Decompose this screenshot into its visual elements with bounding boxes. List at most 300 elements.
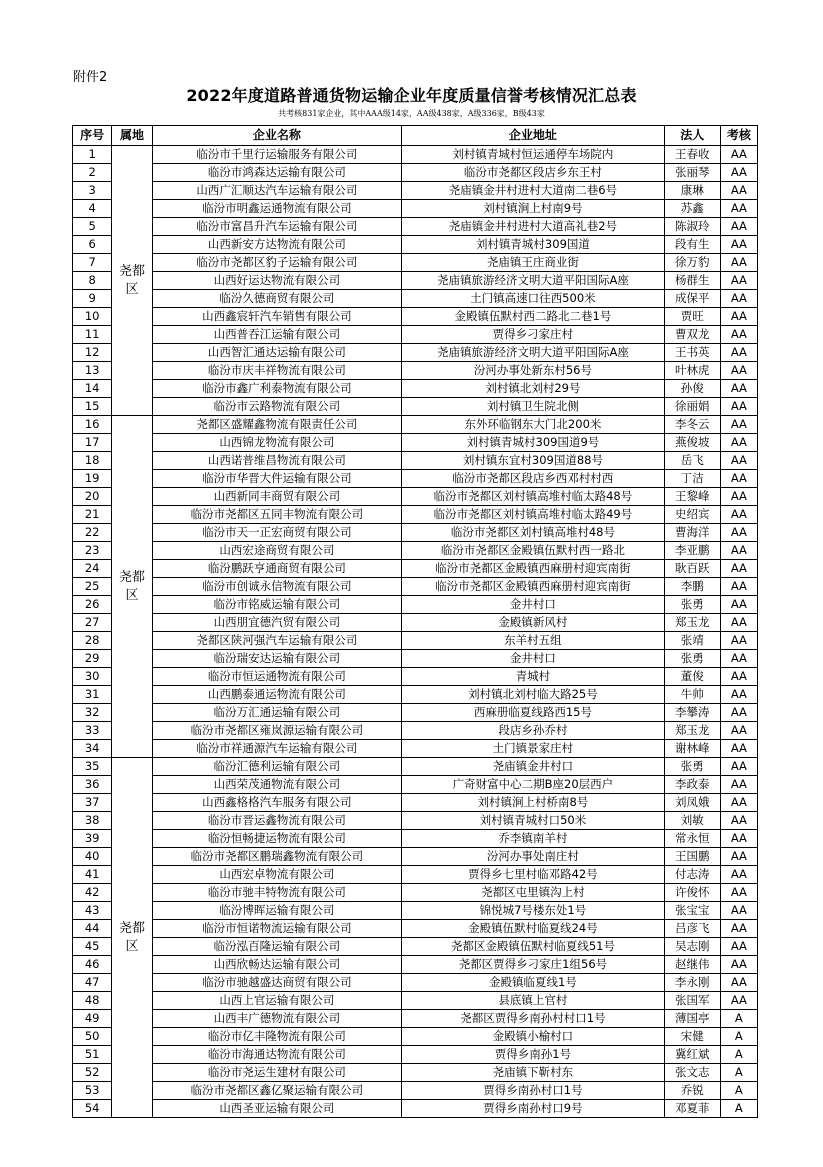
cell-person: 董俊 <box>664 668 720 686</box>
table-row <box>73 326 758 344</box>
cell-address: 金殿镇伍默村临夏线24号 <box>402 920 665 938</box>
cell-grade: A <box>720 1028 757 1046</box>
cell-company: 临汾市亿丰隆物流有限公司 <box>152 1028 401 1046</box>
cell-address: 尧都区贾得乡南孙村村口1号 <box>402 1010 665 1028</box>
table-row <box>73 146 758 164</box>
cell-no: 2 <box>73 164 112 182</box>
table-row <box>73 560 758 578</box>
cell-person: 丁洁 <box>664 470 720 488</box>
cell-person: 刘凤娥 <box>664 794 720 812</box>
cell-grade: AA <box>720 704 757 722</box>
cell-person: 孙俊 <box>664 380 720 398</box>
table-row <box>73 290 758 308</box>
cell-address: 刘村镇青城村309国道9号 <box>402 434 665 452</box>
cell-no: 43 <box>73 902 112 920</box>
cell-grade: AA <box>720 956 757 974</box>
cell-person: 王国鹏 <box>664 848 720 866</box>
cell-person: 李攀涛 <box>664 704 720 722</box>
cell-address: 汾河办事处新东村56号 <box>402 362 665 380</box>
cell-company: 山西好运达物流有限公司 <box>152 272 401 290</box>
cell-no: 48 <box>73 992 112 1010</box>
table-body <box>73 146 758 1118</box>
table-row <box>73 632 758 650</box>
table-row <box>73 164 758 182</box>
cell-company: 临汾市尧都区五同丰物流有限公司 <box>152 506 401 524</box>
cell-company: 山西智汇通达运输有限公司 <box>152 344 401 362</box>
cell-grade: A <box>720 1046 757 1064</box>
cell-grade: AA <box>720 272 757 290</box>
cell-company: 临汾鹏跃亨通商贸有限公司 <box>152 560 401 578</box>
table-row <box>73 416 758 434</box>
table-row <box>73 956 758 974</box>
table-row <box>73 686 758 704</box>
table-row <box>73 830 758 848</box>
cell-address: 刘村镇涧上村桥南8号 <box>402 794 665 812</box>
cell-grade: AA <box>720 776 757 794</box>
cell-no: 51 <box>73 1046 112 1064</box>
cell-person: 宋健 <box>664 1028 720 1046</box>
table-row <box>73 182 758 200</box>
cell-grade: AA <box>720 668 757 686</box>
cell-address: 尧庙镇旅游经济文明大道平阳国际A座 <box>402 344 665 362</box>
cell-grade: AA <box>720 488 757 506</box>
cell-address: 青城村 <box>402 668 665 686</box>
cell-person: 张勇 <box>664 758 720 776</box>
cell-address: 刘村镇青城村口50米 <box>402 812 665 830</box>
cell-person: 张丽琴 <box>664 164 720 182</box>
cell-address: 刘村镇青城村恒运通停车场院内 <box>402 146 665 164</box>
cell-no: 9 <box>73 290 112 308</box>
table-row <box>73 704 758 722</box>
cell-grade: AA <box>720 866 757 884</box>
cell-grade: AA <box>720 812 757 830</box>
cell-grade: AA <box>720 506 757 524</box>
cell-grade: A <box>720 1010 757 1028</box>
cell-no: 49 <box>73 1010 112 1028</box>
cell-grade: AA <box>720 416 757 434</box>
table-row <box>73 254 758 272</box>
cell-address: 尧都区屯里镇沟上村 <box>402 884 665 902</box>
cell-no: 11 <box>73 326 112 344</box>
table-row <box>73 866 758 884</box>
cell-company: 临汾汇德利运输有限公司 <box>152 758 401 776</box>
cell-address: 临汾市尧都区刘村镇高堆村48号 <box>402 524 665 542</box>
table-row <box>73 1100 758 1118</box>
table-row <box>73 344 758 362</box>
cell-no: 42 <box>73 884 112 902</box>
cell-grade: AA <box>720 758 757 776</box>
cell-company: 临汾泓百隆运输有限公司 <box>152 938 401 956</box>
table-row <box>73 506 758 524</box>
cell-company: 临汾市尧都区豹子运输有限公司 <box>152 254 401 272</box>
cell-no: 5 <box>73 218 112 236</box>
cell-grade: AA <box>720 614 757 632</box>
cell-address: 段店乡孙乔村 <box>402 722 665 740</box>
cell-company: 临汾市恒运通物流有限公司 <box>152 668 401 686</box>
cell-grade: AA <box>720 470 757 488</box>
cell-company: 临汾市尧运生建材有限公司 <box>152 1064 401 1082</box>
cell-company: 临汾恒畅捷运物流有限公司 <box>152 830 401 848</box>
cell-address: 贾得乡七里村临邓路42号 <box>402 866 665 884</box>
cell-grade: AA <box>720 164 757 182</box>
cell-company: 尧都区盛耀鑫物流有限责任公司 <box>152 416 401 434</box>
cell-company: 临汾市晋运鑫物流有限公司 <box>152 812 401 830</box>
cell-no: 6 <box>73 236 112 254</box>
cell-no: 10 <box>73 308 112 326</box>
cell-address: 金殿镇小榆村口 <box>402 1028 665 1046</box>
cell-no: 1 <box>73 146 112 164</box>
cell-no: 15 <box>73 398 112 416</box>
cell-no: 20 <box>73 488 112 506</box>
cell-person: 王书英 <box>664 344 720 362</box>
cell-person: 段有生 <box>664 236 720 254</box>
table-row <box>73 884 758 902</box>
cell-region <box>112 146 152 416</box>
cell-no: 13 <box>73 362 112 380</box>
cell-company: 临汾博晖运输有限公司 <box>152 902 401 920</box>
cell-person: 张国军 <box>664 992 720 1010</box>
cell-no: 50 <box>73 1028 112 1046</box>
cell-no: 33 <box>73 722 112 740</box>
table-row <box>73 974 758 992</box>
cell-address: 临汾市尧都区段店乡东王村 <box>402 164 665 182</box>
cell-grade: A <box>720 1064 757 1082</box>
cell-grade: AA <box>720 632 757 650</box>
cell-company: 临汾万汇通运输有限公司 <box>152 704 401 722</box>
cell-grade: AA <box>720 218 757 236</box>
cell-no: 23 <box>73 542 112 560</box>
cell-company: 临汾市富昌升汽车运输有限公司 <box>152 218 401 236</box>
cell-person: 赵继伟 <box>664 956 720 974</box>
cell-person: 郑玉龙 <box>664 722 720 740</box>
table-row <box>73 218 758 236</box>
cell-person: 吴志刚 <box>664 938 720 956</box>
region-label: 尧都区 <box>118 920 145 954</box>
cell-company: 临汾市庆丰祥物流有限公司 <box>152 362 401 380</box>
cell-no: 14 <box>73 380 112 398</box>
cell-address: 贾得乡南孙村口9号 <box>402 1100 665 1118</box>
cell-no: 32 <box>73 704 112 722</box>
table-row <box>73 452 758 470</box>
cell-address: 尧都区金殿镇伍默村临夏线51号 <box>402 938 665 956</box>
cell-company: 临汾市祥通源汽车运输有限公司 <box>152 740 401 758</box>
page-subtitle: 共考核831家企业，其中AAA级14家，AA级438家，A级336家，B级43家 <box>278 109 545 118</box>
table-row <box>73 758 758 776</box>
cell-no: 44 <box>73 920 112 938</box>
table-row <box>73 524 758 542</box>
cell-person: 吕彦飞 <box>664 920 720 938</box>
cell-no: 8 <box>73 272 112 290</box>
cell-person: 薄国亭 <box>664 1010 720 1028</box>
region-label: 尧都区 <box>118 263 145 297</box>
cell-grade: AA <box>720 902 757 920</box>
table-row <box>73 920 758 938</box>
cell-address: 广奇财富中心二期B座20层西户 <box>402 776 665 794</box>
cell-no: 38 <box>73 812 112 830</box>
cell-address: 临汾市尧都区金殿镇西麻册村迎宾南街 <box>402 560 665 578</box>
table-row <box>73 236 758 254</box>
cell-address: 贾得乡南孙村口1号 <box>402 1082 665 1100</box>
cell-person: 张靖 <box>664 632 720 650</box>
cell-company: 临汾市明鑫运通物流有限公司 <box>152 200 401 218</box>
cell-no: 12 <box>73 344 112 362</box>
table-row <box>73 740 758 758</box>
cell-no: 45 <box>73 938 112 956</box>
cell-grade: AA <box>720 308 757 326</box>
cell-address: 尧庙镇金井村进村大道高礼巷2号 <box>402 218 665 236</box>
cell-grade: AA <box>720 938 757 956</box>
table-row <box>73 200 758 218</box>
cell-person: 张宝宝 <box>664 902 720 920</box>
cell-person: 张勇 <box>664 596 720 614</box>
cell-person: 贾旺 <box>664 308 720 326</box>
cell-company: 临汾市创诚永信物流有限公司 <box>152 578 401 596</box>
cell-grade: AA <box>720 794 757 812</box>
cell-address: 锦悦城7号楼东处1号 <box>402 902 665 920</box>
cell-grade: AA <box>720 920 757 938</box>
cell-grade: AA <box>720 830 757 848</box>
cell-no: 3 <box>73 182 112 200</box>
header-company: 企业名称 <box>152 126 401 146</box>
table-row <box>73 812 758 830</box>
cell-person: 李政泰 <box>664 776 720 794</box>
cell-address: 刘村镇卫生院北侧 <box>402 398 665 416</box>
table-row <box>73 398 758 416</box>
cell-grade: AA <box>720 146 757 164</box>
cell-address: 土门镇景家庄村 <box>402 740 665 758</box>
cell-company: 临汾市千里行运输服务有限公司 <box>152 146 401 164</box>
cell-no: 7 <box>73 254 112 272</box>
cell-company: 临汾市尧都区鑫亿聚运输有限公司 <box>152 1082 401 1100</box>
cell-person: 史绍宾 <box>664 506 720 524</box>
header-no: 序号 <box>73 126 112 146</box>
cell-grade: AA <box>720 740 757 758</box>
cell-no: 22 <box>73 524 112 542</box>
cell-no: 27 <box>73 614 112 632</box>
cell-person: 燕俊坡 <box>664 434 720 452</box>
table-row <box>73 794 758 812</box>
cell-person: 杨群生 <box>664 272 720 290</box>
cell-no: 28 <box>73 632 112 650</box>
cell-no: 34 <box>73 740 112 758</box>
cell-company: 临汾市鸿森达运输有限公司 <box>152 164 401 182</box>
cell-no: 47 <box>73 974 112 992</box>
cell-person: 牛帅 <box>664 686 720 704</box>
cell-company: 山西新安方达物流有限公司 <box>152 236 401 254</box>
cell-person: 谢林峰 <box>664 740 720 758</box>
cell-no: 17 <box>73 434 112 452</box>
header-address: 企业地址 <box>402 126 665 146</box>
cell-grade: AA <box>720 560 757 578</box>
cell-person: 刘敏 <box>664 812 720 830</box>
cell-grade: AA <box>720 686 757 704</box>
table-row <box>73 542 758 560</box>
cell-company: 临汾市尧都区鹏瑞鑫物流有限公司 <box>152 848 401 866</box>
cell-company: 临汾市恒诺物流运输有限公司 <box>152 920 401 938</box>
cell-person: 苏鑫 <box>664 200 720 218</box>
cell-address: 刘村镇青城村309国道 <box>402 236 665 254</box>
cell-grade: AA <box>720 722 757 740</box>
cell-company: 临汾市尧都区雍岚源运输有限公司 <box>152 722 401 740</box>
cell-address: 乔李镇南羊村 <box>402 830 665 848</box>
cell-person: 冀红斌 <box>664 1046 720 1064</box>
cell-grade: AA <box>720 398 757 416</box>
cell-address: 尧庙镇金井村进村大道南二巷6号 <box>402 182 665 200</box>
cell-grade: AA <box>720 200 757 218</box>
table-row <box>73 902 758 920</box>
cell-grade: AA <box>720 974 757 992</box>
cell-company: 山西宏卓物流有限公司 <box>152 866 401 884</box>
cell-grade: AA <box>720 362 757 380</box>
cell-grade: AA <box>720 452 757 470</box>
table-row <box>73 578 758 596</box>
cell-address: 尧庙镇金井村口 <box>402 758 665 776</box>
table-row <box>73 992 758 1010</box>
table-row <box>73 848 758 866</box>
cell-grade: AA <box>720 848 757 866</box>
table-row <box>73 1028 758 1046</box>
cell-company: 临汾市驰丰特物流有限公司 <box>152 884 401 902</box>
cell-no: 24 <box>73 560 112 578</box>
cell-company: 山西宏途商贸有限公司 <box>152 542 401 560</box>
cell-address: 临汾市尧都区金殿镇西麻册村迎宾南街 <box>402 578 665 596</box>
table-row <box>73 1064 758 1082</box>
table-row <box>73 596 758 614</box>
cell-address: 贾得乡刁家庄村 <box>402 326 665 344</box>
cell-address: 西麻册临夏线路西15号 <box>402 704 665 722</box>
cell-address: 东羊村五组 <box>402 632 665 650</box>
page-title: 2022年度道路普通货物运输企业年度质量信誉考核情况汇总表 <box>186 86 637 105</box>
cell-grade: AA <box>720 326 757 344</box>
cell-no: 37 <box>73 794 112 812</box>
cell-address: 金殿镇临夏线1号 <box>402 974 665 992</box>
header-person: 法人 <box>664 126 720 146</box>
table-row <box>73 470 758 488</box>
cell-no: 35 <box>73 758 112 776</box>
cell-grade: AA <box>720 992 757 1010</box>
cell-address: 刘村镇北刘村29号 <box>402 380 665 398</box>
table-row <box>73 434 758 452</box>
header-grade: 考核 <box>720 126 757 146</box>
table-row <box>73 722 758 740</box>
cell-person: 邓夏菲 <box>664 1100 720 1118</box>
cell-company: 山西鑫格格汽车服务有限公司 <box>152 794 401 812</box>
cell-person: 李永刚 <box>664 974 720 992</box>
cell-company: 山西丰广德物流有限公司 <box>152 1010 401 1028</box>
cell-no: 52 <box>73 1064 112 1082</box>
cell-grade: AA <box>720 236 757 254</box>
cell-no: 30 <box>73 668 112 686</box>
cell-company: 山西上官运输有限公司 <box>152 992 401 1010</box>
cell-company: 山西鑫宸轩汽车销售有限公司 <box>152 308 401 326</box>
cell-address: 临汾市尧都区刘村镇高堆村临太路49号 <box>402 506 665 524</box>
table-header-row <box>73 126 758 146</box>
cell-company: 山西荣茂通物流有限公司 <box>152 776 401 794</box>
cell-no: 31 <box>73 686 112 704</box>
cell-person: 岳飞 <box>664 452 720 470</box>
cell-address: 尧庙镇王庄商业街 <box>402 254 665 272</box>
assessment-table <box>72 125 758 1118</box>
cell-grade: AA <box>720 524 757 542</box>
cell-company: 临汾市铭威运输有限公司 <box>152 596 401 614</box>
cell-grade: AA <box>720 254 757 272</box>
cell-no: 19 <box>73 470 112 488</box>
cell-grade: AA <box>720 596 757 614</box>
cell-address: 临汾市尧都区段店乡西邓村村西 <box>402 470 665 488</box>
table-row <box>73 1010 758 1028</box>
cell-person: 李冬云 <box>664 416 720 434</box>
cell-region <box>112 758 152 1118</box>
cell-person: 李鹏 <box>664 578 720 596</box>
cell-grade: A <box>720 1082 757 1100</box>
cell-grade: AA <box>720 182 757 200</box>
cell-grade: AA <box>720 434 757 452</box>
cell-address: 刘村镇涧上村南9号 <box>402 200 665 218</box>
cell-company: 山西鹏泰通运物流有限公司 <box>152 686 401 704</box>
cell-address: 金殿镇伍默村西二路北二巷1号 <box>402 308 665 326</box>
cell-person: 许俊怀 <box>664 884 720 902</box>
cell-person: 叶林虎 <box>664 362 720 380</box>
cell-address: 刘村镇东宜村309国道88号 <box>402 452 665 470</box>
cell-address: 金井村口 <box>402 596 665 614</box>
cell-no: 39 <box>73 830 112 848</box>
cell-address: 汾河办事处南庄村 <box>402 848 665 866</box>
cell-person: 张勇 <box>664 650 720 668</box>
cell-company: 山西朋宜德汽贸有限公司 <box>152 614 401 632</box>
cell-address: 东外环临钢东大门北200米 <box>402 416 665 434</box>
cell-person: 耿百跃 <box>664 560 720 578</box>
cell-company: 尧都区陕河强汽车运输有限公司 <box>152 632 401 650</box>
cell-company: 临汾瑞安达运输有限公司 <box>152 650 401 668</box>
cell-person: 陈淑玲 <box>664 218 720 236</box>
table-row <box>73 362 758 380</box>
cell-region <box>112 416 152 758</box>
cell-no: 54 <box>73 1100 112 1118</box>
table-row <box>73 380 758 398</box>
cell-no: 16 <box>73 416 112 434</box>
cell-company: 临汾市鑫广利泰物流有限公司 <box>152 380 401 398</box>
cell-company: 山西欣畅达运输有限公司 <box>152 956 401 974</box>
cell-address: 贾得乡南孙1号 <box>402 1046 665 1064</box>
cell-person: 曹双龙 <box>664 326 720 344</box>
cell-company: 山西新同丰商贸有限公司 <box>152 488 401 506</box>
cell-person: 郑玉龙 <box>664 614 720 632</box>
cell-company: 山西普吞江运输有限公司 <box>152 326 401 344</box>
cell-address: 临汾市尧都区金殿镇伍默村西一路北 <box>402 542 665 560</box>
cell-company: 临汾久德商贸有限公司 <box>152 290 401 308</box>
cell-no: 26 <box>73 596 112 614</box>
cell-person: 乔锐 <box>664 1082 720 1100</box>
cell-no: 41 <box>73 866 112 884</box>
cell-person: 王春收 <box>664 146 720 164</box>
cell-company: 临汾市天一正宏商贸有限公司 <box>152 524 401 542</box>
table-row <box>73 614 758 632</box>
cell-no: 36 <box>73 776 112 794</box>
cell-grade: AA <box>720 884 757 902</box>
cell-grade: AA <box>720 578 757 596</box>
cell-address: 刘村镇北刘村临大路25号 <box>402 686 665 704</box>
cell-address: 临汾市尧都区刘村镇高堆村临太路48号 <box>402 488 665 506</box>
cell-no: 4 <box>73 200 112 218</box>
cell-address: 县底镇上官村 <box>402 992 665 1010</box>
cell-person: 徐丽娟 <box>664 398 720 416</box>
table-row <box>73 488 758 506</box>
cell-address: 尧庙镇旅游经济文明大道平阳国际A座 <box>402 272 665 290</box>
cell-person: 成保平 <box>664 290 720 308</box>
cell-grade: AA <box>720 380 757 398</box>
cell-no: 18 <box>73 452 112 470</box>
cell-no: 21 <box>73 506 112 524</box>
